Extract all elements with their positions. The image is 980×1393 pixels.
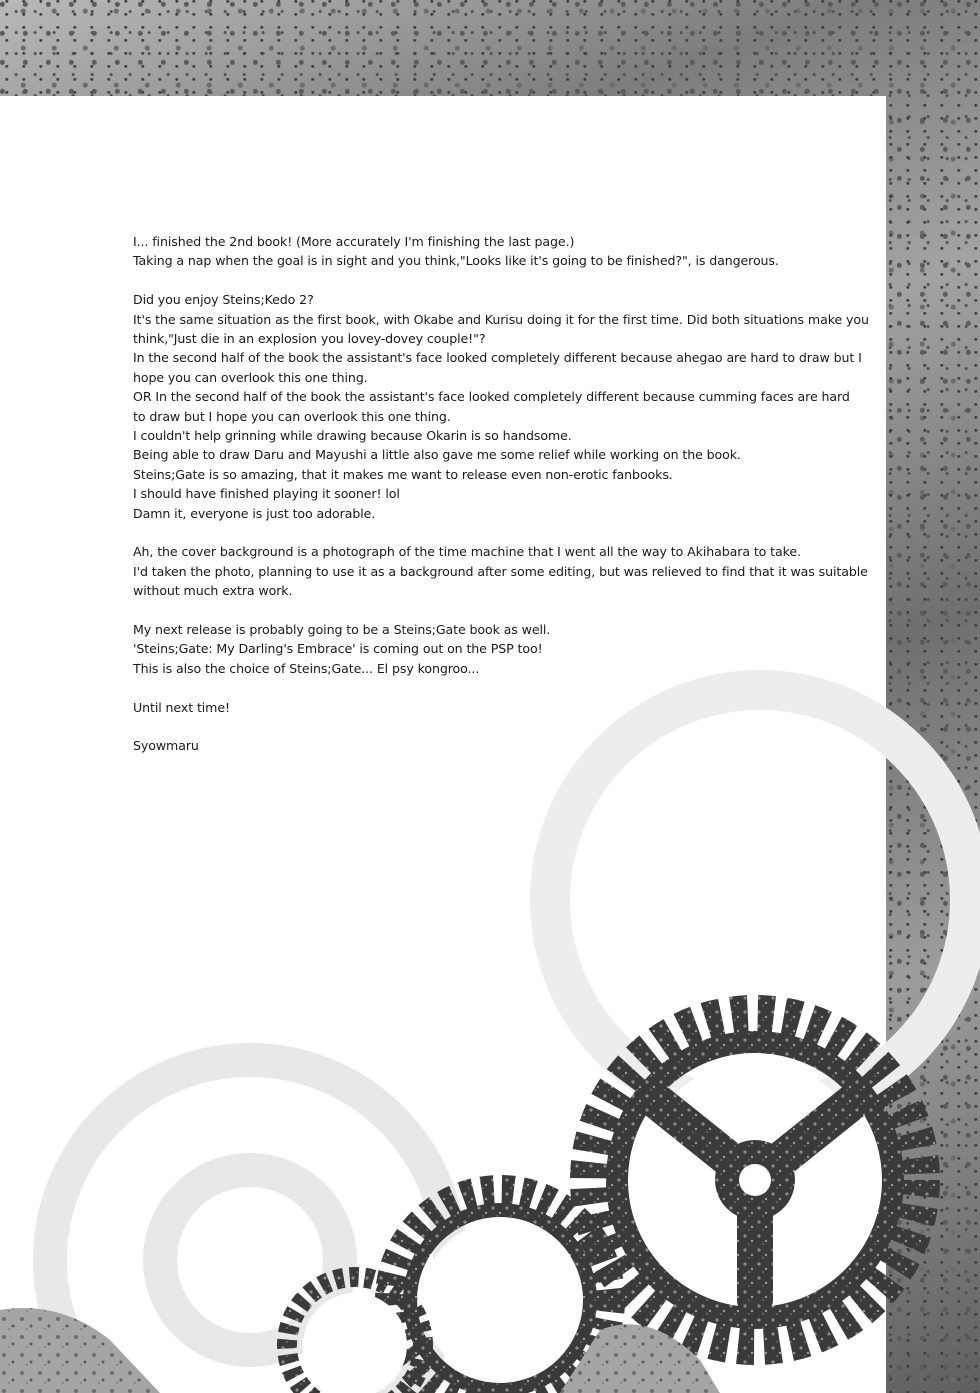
text-line: This is also the choice of Steins;Gate... El psy kongroo... — [133, 660, 480, 676]
text-line: Syowmaru — [133, 738, 199, 754]
text-line: 'Steins;Gate: My Darling's Embrace' is coming out on the PSP too! — [133, 641, 543, 657]
text-line: My next release is probably going to be a Steins;Gate book as well. — [133, 622, 551, 638]
text-line: I... finished the 2nd book! (More accurately I'm finishing the last page.) — [133, 234, 575, 249]
text-line: Being able to draw Daru and Mayushi a little also gave me some relief while working on the book. — [133, 447, 741, 463]
texture-corner — [0, 1308, 160, 1393]
afterword-paragraph — [133, 736, 833, 755]
text-line: It's the same situation as the first book, with Okabe and Kurisu doing it for the first time. Did both situations make you — [133, 311, 869, 327]
text-line: to draw but I hope you can overlook this one thing. — [133, 408, 451, 424]
text-line: Damn it, everyone is just too adorable. — [133, 505, 376, 521]
text-line: I'd taken the photo, planning to use it as a background after some editing, but was relieved to find that it was suitable — [133, 563, 868, 579]
afterword-paragraph — [133, 290, 869, 523]
text-line: I couldn't help grinning while drawing because Okarin is so handsome. — [133, 428, 572, 444]
text-line: without much extra work. — [133, 583, 293, 599]
text-line: I should have finished playing it sooner! lol — [133, 486, 400, 502]
text-line: Until next time! — [133, 699, 230, 715]
text-line: think,"Just die in an explosion you lovey-dovey couple!"? — [133, 331, 486, 347]
afterword-paragraph — [133, 542, 868, 600]
text-line: Steins;Gate is so amazing, that it makes me want to release even non-erotic fanbooks. — [133, 466, 673, 482]
text-line: In the second half of the book the assistant's face looked completely different because ahegao are hard to draw but I — [133, 350, 862, 366]
afterword-paragraph — [133, 620, 833, 678]
text-line: hope you can overlook this one thing. — [133, 369, 368, 385]
text-line: OR In the second half of the book the assistant's face looked completely different because cumming faces are hard — [133, 389, 850, 405]
afterword-text — [133, 232, 869, 775]
text-line: Did you enjoy Steins;Kedo 2? — [133, 292, 314, 308]
afterword-paragraph — [133, 232, 833, 271]
text-line: Ah, the cover background is a photograph of the time machine that I went all the way to Akihabara to take. — [133, 544, 801, 560]
afterword-paragraph — [133, 698, 833, 717]
text-line: Taking a nap when the goal is in sight and you think,"Looks like it's going to be finished?", is dangerous. — [133, 253, 779, 269]
